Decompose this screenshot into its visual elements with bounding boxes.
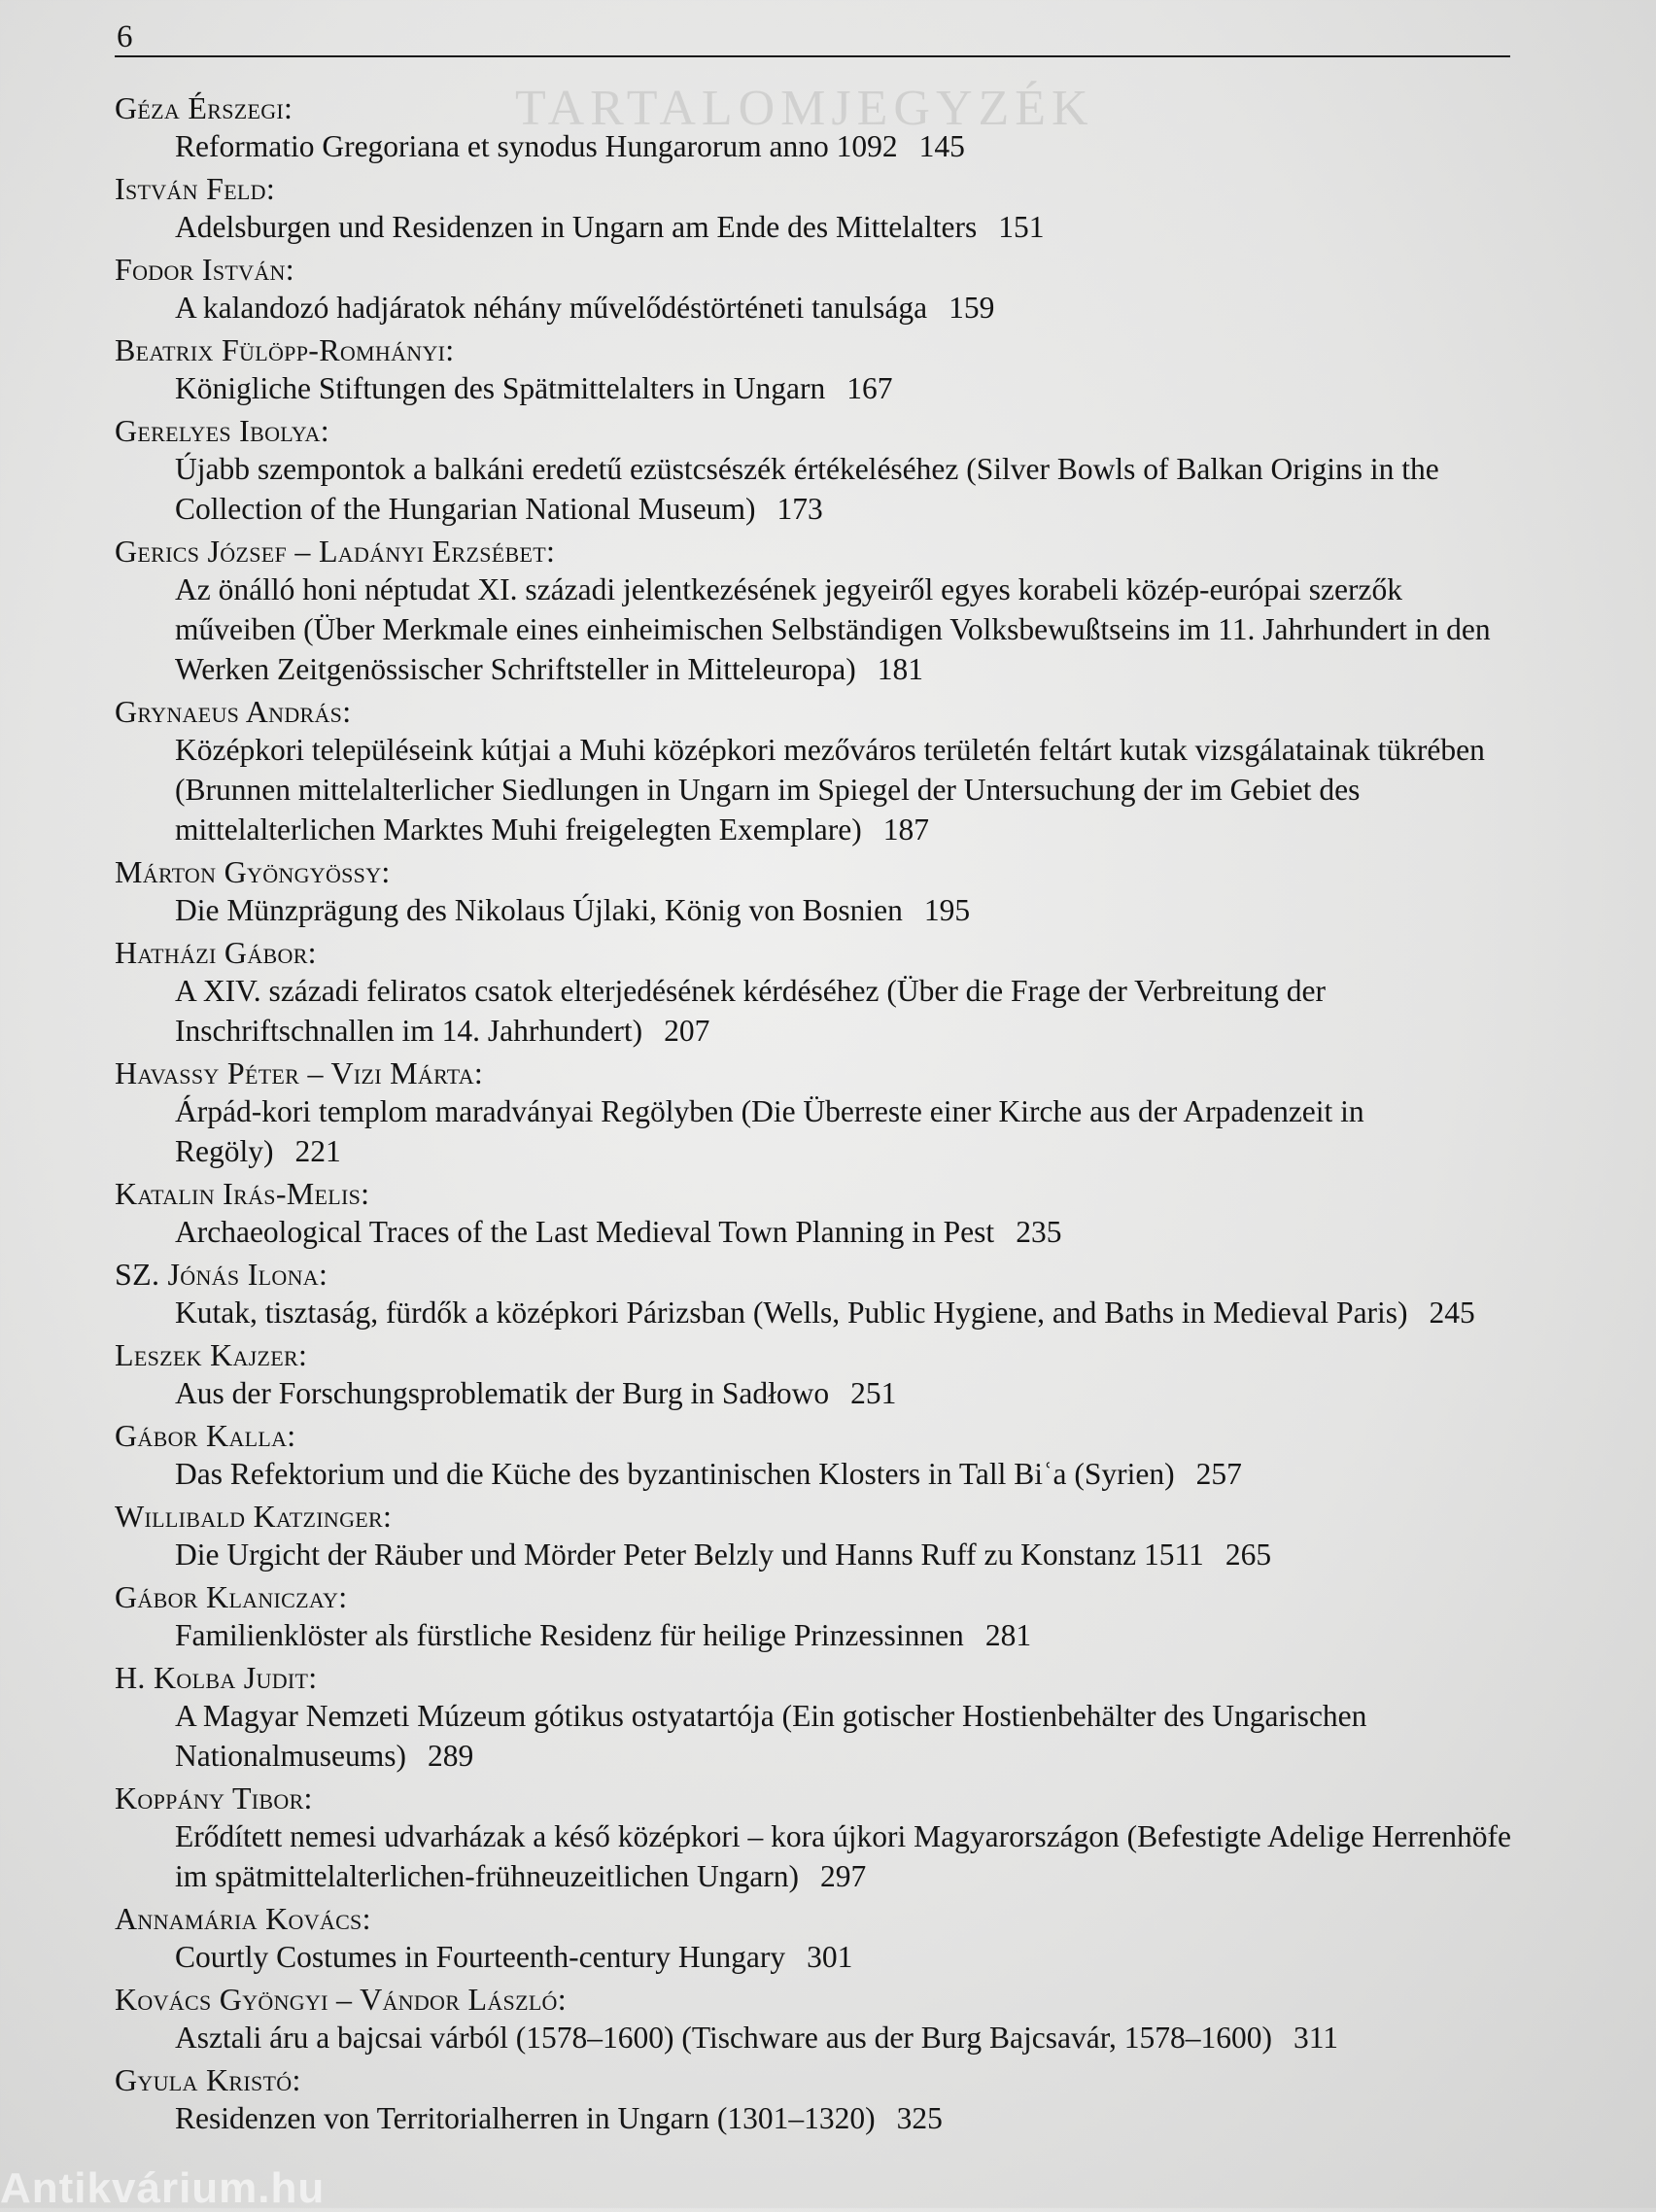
entry-author: Koppány Tibor:: [115, 1780, 313, 1815]
entry-title-line: [175, 2098, 1514, 2138]
toc-entry: [115, 1780, 1514, 1896]
entry-title-line: [175, 1293, 1514, 1332]
toc-entry: [115, 1498, 1514, 1574]
entry-title: Aus der Forschungsproblematik der Burg in Sadłowo: [175, 1376, 830, 1410]
entry-author: Kovács Gyöngyi – Vándor László:: [115, 1982, 567, 2017]
entry-title-line: [175, 1535, 1514, 1574]
entry-title: Erődített nemesi udvarházak a késő középkori – kora újkori Magyarországon (Befestigte Adelige Herrenhöfe im spätmittelalterlichen-frühneuzeitlichen Ungarn): [175, 1819, 1512, 1893]
entry-page: 297: [820, 1859, 867, 1893]
toc-entry: [115, 89, 1514, 166]
entry-author: Gábor Klaniczay:: [115, 1579, 348, 1614]
entry-title-line: [175, 1212, 1514, 1252]
toc-entry: [115, 1054, 1514, 1171]
toc-entry: [115, 533, 1514, 689]
entry-page: 257: [1195, 1457, 1242, 1491]
entry-author: SZ. Jónás Ilona:: [115, 1257, 328, 1292]
entry-title: Archaeological Traces of the Last Medieval Town Planning in Pest: [175, 1215, 995, 1249]
entry-title: Residenzen von Territorialherren in Ungarn (1301–1320): [175, 2101, 876, 2135]
entry-title: Reformatio Gregoriana et synodus Hungarorum anno 1092: [175, 129, 898, 163]
show-through-heading: TARTALOMJEGYZÉK: [515, 81, 1094, 136]
toc-entry: [115, 1900, 1514, 1977]
entry-title: Kutak, tisztaság, fürdők a középkori Párizsban (Wells, Public Hygiene, and Baths in Medieval Paris): [175, 1296, 1408, 1330]
entry-page: 195: [923, 893, 971, 927]
entry-title: A Magyar Nemzeti Múzeum gótikus ostyatartója (Ein gotischer Hostienbehälter des Ungarischen Nationalmuseums): [175, 1699, 1367, 1773]
entry-author: Fodor István:: [115, 252, 294, 287]
entry-title: Königliche Stiftungen des Spätmittelalters in Ungarn: [175, 371, 826, 405]
table-of-contents: [115, 89, 1514, 2142]
toc-entry: [115, 1981, 1514, 2057]
toc-entry: [115, 934, 1514, 1051]
entry-title-line: [175, 1373, 1514, 1413]
entry-page: 289: [427, 1739, 474, 1773]
toc-entry: [115, 1256, 1514, 1332]
entry-title: Das Refektorium und die Küche des byzantinischen Klosters in Tall Biʿa (Syrien): [175, 1457, 1175, 1491]
entry-title-line: [175, 730, 1514, 849]
entry-title-line: [175, 207, 1514, 247]
toc-entry: [115, 1578, 1514, 1655]
entry-title-line: [175, 570, 1514, 689]
entry-page: 187: [882, 812, 929, 847]
toc-entry: [115, 251, 1514, 328]
entry-page: 251: [850, 1376, 897, 1410]
watermark-logo: Antikvárium.hu: [0, 2164, 326, 2212]
entry-title: A XIV. századi feliratos csatok elterjedésének kérdéséhez (Über die Frage der Verbreitung der Inschriftschnallen im 14. Jahrhundert): [175, 974, 1326, 1048]
entry-author: Katalin Irás-Melis:: [115, 1176, 370, 1211]
page-number: 6: [117, 19, 133, 54]
entry-title-line: [175, 1454, 1514, 1494]
entry-page: 151: [998, 210, 1045, 244]
entry-author: Willibald Katzinger:: [115, 1499, 393, 1534]
entry-author: H. Kolba Judit:: [115, 1660, 318, 1695]
toc-entry: [115, 412, 1514, 529]
entry-author: István Feld:: [115, 171, 276, 206]
entry-title-line: [175, 368, 1514, 408]
entry-title: A kalandozó hadjáratok néhány művelődéstörténeti tanulsága: [175, 291, 928, 325]
entry-page: 265: [1225, 1538, 1272, 1572]
entry-author: Beatrix Fülöpp-Romhányi:: [115, 332, 455, 367]
entry-title: Árpád-kori templom maradványai Regölyben (Die Überreste einer Kirche aus der Arpadenzeit in Regöly): [175, 1094, 1364, 1168]
entry-author: Gábor Kalla:: [115, 1418, 296, 1453]
toc-entry: [115, 693, 1514, 849]
entry-author: Leszek Kajzer:: [115, 1337, 308, 1372]
entry-title: Újabb szempontok a balkáni eredetű ezüstcsészék értékeléséhez (Silver Bowls of Balkan Origins in the Collection of the Hungarian National Museum): [175, 452, 1439, 526]
toc-entry: [115, 853, 1514, 930]
entry-title-line: [175, 1816, 1514, 1896]
toc-entry: [115, 1417, 1514, 1494]
entry-title-line: [175, 126, 1514, 166]
entry-title: Az önálló honi néptudat XI. századi jelentkezésének jegyeiről egyes korabeli közép-európai szerzők műveiben (Über Merkmale eines einheimischen Selbständigen Volksbewußtseins im 11. Jahrhundert in den Werken Zeitgenössischer Schriftsteller in Mitteleuropa): [175, 572, 1491, 686]
entry-author: Havassy Péter – Vizi Márta:: [115, 1055, 484, 1090]
entry-title-line: [175, 1696, 1514, 1776]
entry-title-line: [175, 971, 1514, 1051]
entry-author: Gerelyes Ibolya:: [115, 413, 329, 448]
entry-title-line: [175, 1615, 1514, 1655]
entry-title: Középkori településeink kútjai a Muhi középkori mezőváros területén feltárt kutak vizsgálatainak tükrében (Brunnen mittelalterlicher Siedlungen in Ungarn im Spiegel der Untersuchung der im Gebiet des mittelalterlichen Marktes Muhi freigelegten Exemplare): [175, 733, 1485, 847]
entry-title-line: [175, 1091, 1514, 1171]
entry-page: 181: [877, 652, 923, 686]
toc-entry: [115, 170, 1514, 247]
entry-page: 145: [918, 129, 965, 163]
entry-page: 245: [1429, 1296, 1475, 1330]
entry-page: 301: [807, 1940, 853, 1974]
entry-title: Courtly Costumes in Fourteenth-century Hungary: [175, 1940, 786, 1974]
entry-page: 311: [1293, 2021, 1339, 2055]
entry-title: Familienklöster als fürstliche Residenz für heilige Prinzessinnen: [175, 1618, 964, 1652]
entry-title-line: [175, 2018, 1514, 2057]
entry-page: 235: [1016, 1215, 1062, 1249]
entry-title-line: [175, 1937, 1514, 1977]
toc-entry: [115, 1175, 1514, 1252]
entry-title: Adelsburgen und Residenzen in Ungarn am Ende des Mittelalters: [175, 210, 978, 244]
entry-author: Gerics József – Ladányi Erzsébet:: [115, 534, 556, 569]
entry-author: Gyula Kristó:: [115, 2062, 301, 2097]
entry-title-line: [175, 449, 1514, 529]
entry-author: Grynaeus András:: [115, 694, 352, 729]
entry-page: 221: [294, 1134, 341, 1168]
entry-title: Die Münzprägung des Nikolaus Újlaki, König von Bosnien: [175, 893, 903, 927]
toc-entry: [115, 1336, 1514, 1413]
entry-page: 173: [776, 492, 823, 526]
entry-page: 325: [896, 2101, 943, 2135]
entry-author: Géza Érszegi:: [115, 90, 293, 125]
toc-entry: [115, 1659, 1514, 1776]
entry-page: 159: [949, 291, 995, 325]
toc-entry: [115, 2061, 1514, 2138]
entry-title-line: [175, 288, 1514, 328]
entry-title: Die Urgicht der Räuber und Mörder Peter Belzly und Hanns Ruff zu Konstanz 1511: [175, 1538, 1204, 1572]
toc-entry: [115, 331, 1514, 408]
entry-title-line: [175, 890, 1514, 930]
entry-author: Hatházi Gábor:: [115, 935, 317, 970]
entry-author: Márton Gyöngyössy:: [115, 854, 391, 889]
entry-page: 281: [984, 1618, 1032, 1652]
header-rule: [115, 55, 1510, 57]
entry-title: Asztali áru a bajcsai várból (1578–1600) (Tischware aus der Burg Bajcsavár, 1578–1600): [175, 2021, 1272, 2055]
entry-page: 207: [664, 1014, 710, 1048]
entry-author: Annamária Kovács:: [115, 1901, 371, 1936]
entry-page: 167: [846, 371, 893, 405]
